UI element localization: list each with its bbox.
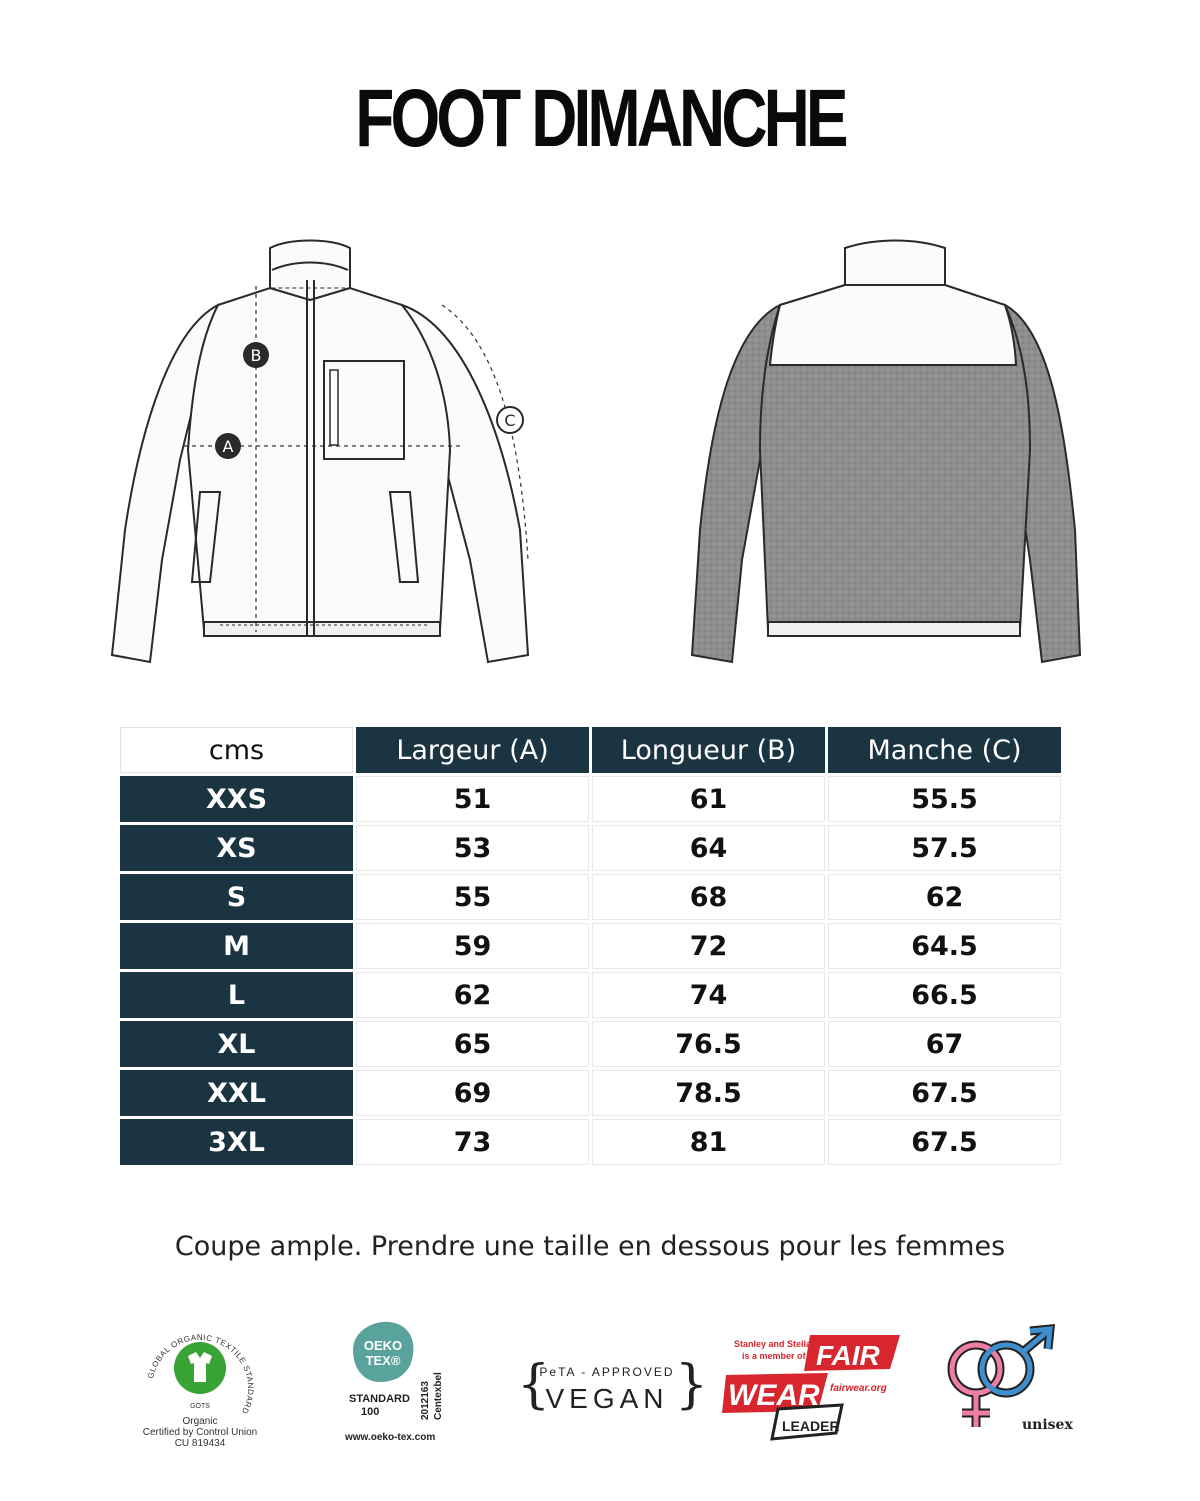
table-row <box>120 776 1061 822</box>
size-label: XS <box>120 825 353 871</box>
fairwear-member-2: is a member of <box>742 1351 806 1361</box>
jacket-diagram <box>100 230 1100 680</box>
table-row <box>120 972 1061 1018</box>
value-cell: 73 <box>356 1119 589 1165</box>
table-row <box>120 1021 1061 1067</box>
page-title: FOOT DIMANCHE <box>355 73 845 164</box>
fit-note: Coupe ample. Prendre une taille en dessous pour les femmes <box>174 1231 1006 1262</box>
value-cell: 67.5 <box>828 1070 1061 1116</box>
size-label: XXL <box>120 1070 353 1116</box>
value-cell: 62 <box>828 874 1061 920</box>
size-label: M <box>120 923 353 969</box>
gots-caption-2: Certified by Control Union <box>142 1427 258 1438</box>
jacket-back-view <box>692 241 1080 663</box>
value-cell: 67 <box>828 1021 1061 1067</box>
value-cell: 64 <box>592 825 825 871</box>
gots-mark: GOTS <box>190 1403 210 1410</box>
value-cell: 51 <box>356 776 589 822</box>
value-cell: 57.5 <box>828 825 1061 871</box>
value-cell: 53 <box>356 825 589 871</box>
table-row <box>120 874 1061 920</box>
value-cell: 76.5 <box>592 1021 825 1067</box>
jacket-front-view <box>112 241 528 663</box>
peta-vegan-logo <box>515 1350 709 1425</box>
gots-caption-3: CU 819434 <box>174 1438 226 1449</box>
table-row <box>120 825 1061 871</box>
column-header-largeur: Largeur (A) <box>356 727 589 773</box>
value-cell: 74 <box>592 972 825 1018</box>
size-label: XXS <box>120 776 353 822</box>
fair-wear-logo <box>720 1333 905 1443</box>
unisex-logo <box>940 1325 1080 1445</box>
oeko-url: www.oeko-tex.com <box>345 1432 436 1443</box>
column-header-longueur: Longueur (B) <box>592 727 825 773</box>
table-row <box>120 923 1061 969</box>
oeko-code: 2012163 <box>420 1381 431 1420</box>
fairwear-url: fairwear.org <box>830 1383 887 1394</box>
value-cell: 67.5 <box>828 1119 1061 1165</box>
peta-line-1: PeTA - APPROVED <box>539 1365 675 1379</box>
value-cell: 65 <box>356 1021 589 1067</box>
value-cell: 62 <box>356 972 589 1018</box>
oeko-standard-1: STANDARD <box>349 1393 410 1405</box>
size-chart-table <box>117 724 1064 1168</box>
svg-text:B: B <box>250 346 262 365</box>
value-cell: 72 <box>592 923 825 969</box>
size-label: S <box>120 874 353 920</box>
value-cell: 68 <box>592 874 825 920</box>
value-cell: 59 <box>356 923 589 969</box>
oeko-mark-1: OEKO <box>363 1338 403 1353</box>
svg-text:{: { <box>517 1355 551 1415</box>
unit-header: cms <box>120 727 353 773</box>
fairwear-fair: FAIR <box>816 1340 880 1371</box>
size-label: XL <box>120 1021 353 1067</box>
oeko-mark-2: TEX® <box>365 1353 401 1368</box>
size-label: L <box>120 972 353 1018</box>
peta-line-2: VEGAN <box>545 1383 669 1414</box>
oeko-standard-2: 100 <box>361 1406 380 1418</box>
size-label: 3XL <box>120 1119 353 1165</box>
value-cell: 64.5 <box>828 923 1061 969</box>
unisex-label: unisex <box>1022 1417 1073 1433</box>
value-cell: 61 <box>592 776 825 822</box>
fairwear-member-1: Stanley and Stella <box>734 1339 812 1349</box>
value-cell: 81 <box>592 1119 825 1165</box>
value-cell: 66.5 <box>828 972 1061 1018</box>
svg-text:}: } <box>675 1355 709 1415</box>
column-header-manche: Manche (C) <box>828 727 1061 773</box>
svg-text:C: C <box>504 411 516 430</box>
table-row <box>120 1119 1061 1165</box>
gots-caption-1: Organic <box>182 1416 218 1427</box>
value-cell: 69 <box>356 1070 589 1116</box>
fairwear-leader: LEADER <box>782 1418 840 1434</box>
value-cell: 55.5 <box>828 776 1061 822</box>
svg-text:A: A <box>222 437 234 456</box>
value-cell: 78.5 <box>592 1070 825 1116</box>
oeko-tex-logo <box>335 1320 475 1450</box>
oeko-institute: Centexbel <box>433 1372 444 1420</box>
table-row <box>120 1070 1061 1116</box>
gots-ring-text: GLOBAL ORGANIC TEXTILE STANDARD <box>145 1332 256 1416</box>
table-header-row <box>120 727 1061 773</box>
fairwear-wear: WEAR <box>728 1379 820 1412</box>
gots-logo <box>130 1318 270 1453</box>
value-cell: 55 <box>356 874 589 920</box>
